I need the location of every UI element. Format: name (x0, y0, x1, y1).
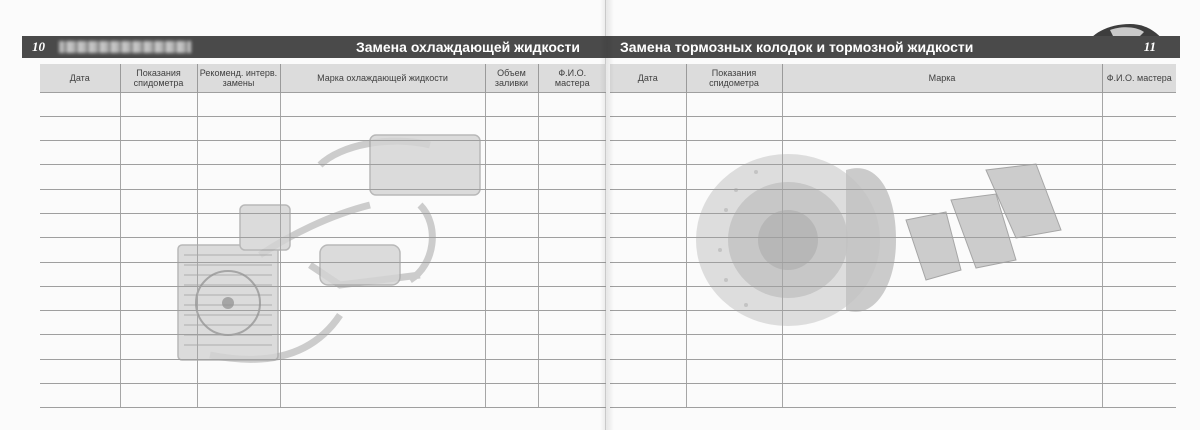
table-cell (40, 141, 120, 165)
table-cell (686, 189, 782, 213)
table-cell (782, 335, 1102, 359)
table-cell (686, 335, 782, 359)
table-cell (686, 165, 782, 189)
table-cell (686, 311, 782, 335)
table-cell (40, 384, 120, 408)
table-row (610, 213, 1176, 237)
table-cell (280, 116, 485, 140)
table-cell (610, 141, 686, 165)
table-cell (280, 384, 485, 408)
table-row (610, 286, 1176, 310)
table-cell (610, 165, 686, 189)
table-cell (538, 116, 606, 140)
left-section-title: Замена охлаждающей жидкости (355, 39, 580, 55)
table-cell (280, 189, 485, 213)
table-cell (782, 189, 1102, 213)
right-header-bar (606, 36, 1180, 58)
table-cell (120, 262, 197, 286)
table-cell (120, 335, 197, 359)
col-odometer: Показания спидометра (686, 64, 782, 92)
right-page-number: 11 (1143, 39, 1156, 54)
table-cell (40, 286, 120, 310)
table-cell (1102, 92, 1176, 116)
table-row (40, 384, 606, 408)
col-mechanic: Ф.И.О. мастера (538, 64, 606, 92)
table-cell (538, 335, 606, 359)
table-cell (485, 238, 538, 262)
table-cell (610, 116, 686, 140)
left-page-number: 10 (32, 39, 45, 54)
table-cell (686, 238, 782, 262)
table-row (40, 335, 606, 359)
table-cell (120, 384, 197, 408)
table-cell (40, 189, 120, 213)
table-cell (120, 286, 197, 310)
table-cell (686, 384, 782, 408)
table-cell (485, 213, 538, 237)
table-cell (782, 262, 1102, 286)
coolant-log-rows (40, 92, 606, 408)
table-cell (1102, 213, 1176, 237)
table-cell (40, 311, 120, 335)
table-cell (280, 165, 485, 189)
table-cell (782, 141, 1102, 165)
table-row (40, 165, 606, 189)
table-row (40, 238, 606, 262)
right-page (606, 0, 1200, 430)
brake-log-rows (610, 92, 1176, 408)
table-cell (197, 116, 280, 140)
table-cell (120, 213, 197, 237)
table-cell (197, 213, 280, 237)
table-cell (782, 116, 1102, 140)
col-mechanic: Ф.И.О. мастера (1102, 64, 1176, 92)
table-row (40, 311, 606, 335)
table-row (610, 92, 1176, 116)
table-cell (686, 262, 782, 286)
table-row (610, 311, 1176, 335)
table-cell (1102, 141, 1176, 165)
table-cell (197, 165, 280, 189)
table-cell (1102, 189, 1176, 213)
table-cell (538, 384, 606, 408)
coolant-log-table (40, 64, 606, 408)
table-cell (782, 311, 1102, 335)
table-cell (538, 165, 606, 189)
table-cell (280, 92, 485, 116)
table-cell (197, 311, 280, 335)
table-cell (40, 116, 120, 140)
table-cell (40, 359, 120, 383)
table-cell (485, 335, 538, 359)
table-cell (40, 262, 120, 286)
table-row (40, 189, 606, 213)
table-cell (485, 359, 538, 383)
table-cell (120, 116, 197, 140)
table-cell (782, 384, 1102, 408)
table-cell (686, 116, 782, 140)
table-cell (782, 286, 1102, 310)
table-cell (538, 92, 606, 116)
table-cell (485, 165, 538, 189)
table-cell (1102, 359, 1176, 383)
table-cell (1102, 384, 1176, 408)
table-cell (40, 335, 120, 359)
table-cell (280, 286, 485, 310)
table-cell (485, 286, 538, 310)
table-cell (197, 286, 280, 310)
table-cell (120, 165, 197, 189)
table-cell (610, 238, 686, 262)
table-row (610, 141, 1176, 165)
table-cell (782, 238, 1102, 262)
table-cell (1102, 238, 1176, 262)
table-cell (197, 262, 280, 286)
table-cell (485, 311, 538, 335)
table-cell (610, 359, 686, 383)
table-cell (1102, 335, 1176, 359)
table-cell (782, 92, 1102, 116)
table-cell (1102, 311, 1176, 335)
table-cell (485, 116, 538, 140)
table-cell (120, 189, 197, 213)
table-cell (280, 359, 485, 383)
table-cell (610, 92, 686, 116)
table-cell (280, 141, 485, 165)
table-cell (280, 213, 485, 237)
table-cell (782, 359, 1102, 383)
center-fold (600, 0, 614, 430)
table-cell (485, 92, 538, 116)
table-cell (538, 189, 606, 213)
table-row (610, 165, 1176, 189)
table-cell (1102, 286, 1176, 310)
table-row (40, 262, 606, 286)
table-cell (686, 92, 782, 116)
table-cell (610, 213, 686, 237)
table-cell (610, 286, 686, 310)
table-cell (538, 213, 606, 237)
table-cell (686, 141, 782, 165)
table-cell (485, 141, 538, 165)
col-date: Дата (610, 64, 686, 92)
table-cell (538, 359, 606, 383)
table-cell (782, 165, 1102, 189)
table-cell (197, 141, 280, 165)
table-cell (610, 311, 686, 335)
table-cell (197, 189, 280, 213)
table-cell (280, 238, 485, 262)
table-cell (538, 262, 606, 286)
right-section-title: Замена тормозных колодок и тормозной жидкости (620, 39, 974, 55)
table-cell (538, 311, 606, 335)
table-row (610, 359, 1176, 383)
table-cell (686, 359, 782, 383)
table-row (610, 189, 1176, 213)
table-cell (120, 311, 197, 335)
table-cell (280, 311, 485, 335)
table-row (40, 92, 606, 116)
table-row (40, 286, 606, 310)
table-cell (40, 213, 120, 237)
table-cell (538, 238, 606, 262)
table-cell (120, 92, 197, 116)
table-cell (40, 238, 120, 262)
table-cell (197, 384, 280, 408)
table-row (40, 141, 606, 165)
table-cell (485, 384, 538, 408)
table-row (610, 238, 1176, 262)
col-odometer: Показания спидометра (120, 64, 197, 92)
table-cell (610, 384, 686, 408)
table-cell (197, 335, 280, 359)
table-cell (538, 286, 606, 310)
table-cell (197, 92, 280, 116)
table-cell (1102, 116, 1176, 140)
table-row (40, 359, 606, 383)
table-cell (686, 286, 782, 310)
table-cell (40, 92, 120, 116)
table-row (610, 335, 1176, 359)
table-row (40, 116, 606, 140)
table-cell (782, 213, 1102, 237)
table-cell (610, 189, 686, 213)
col-brand: Марка (782, 64, 1102, 92)
table-cell (197, 359, 280, 383)
table-cell (197, 238, 280, 262)
table-cell (1102, 262, 1176, 286)
table-row (610, 262, 1176, 286)
table-cell (280, 262, 485, 286)
table-cell (120, 359, 197, 383)
table-cell (538, 141, 606, 165)
left-header-bar (22, 36, 606, 58)
blurred-brand-logo (59, 41, 191, 53)
table-cell (120, 238, 197, 262)
col-volume: Объем заливки (485, 64, 538, 92)
col-interval: Рекоменд. интерв. замены (197, 64, 280, 92)
col-date: Дата (40, 64, 120, 92)
table-cell (610, 262, 686, 286)
col-coolant-brand: Марка охлаждающей жидкости (280, 64, 485, 92)
table-cell (610, 335, 686, 359)
table-row (40, 213, 606, 237)
table-row (610, 384, 1176, 408)
table-cell (686, 213, 782, 237)
table-cell (485, 189, 538, 213)
table-cell (40, 165, 120, 189)
table-cell (1102, 165, 1176, 189)
table-cell (485, 262, 538, 286)
brake-log-table (610, 64, 1176, 408)
table-cell (280, 335, 485, 359)
table-row (610, 116, 1176, 140)
table-cell (120, 141, 197, 165)
